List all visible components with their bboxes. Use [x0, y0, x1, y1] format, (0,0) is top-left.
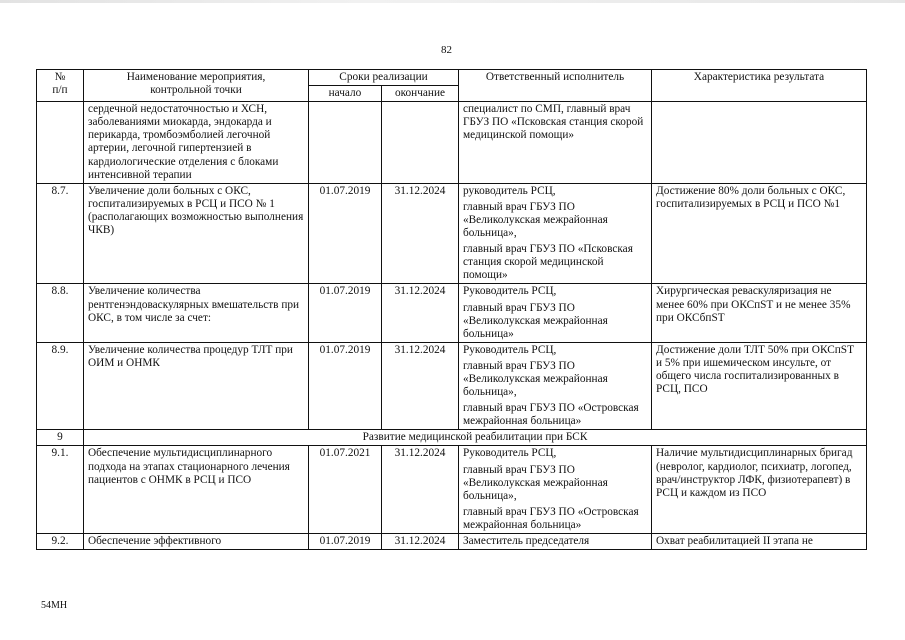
plan-table	[36, 69, 867, 550]
row-end: 31.12.2024	[382, 534, 459, 550]
table-row	[37, 284, 867, 342]
section-title: Развитие медицинской реабилитации при БСК	[84, 430, 867, 446]
row-start: 01.07.2019	[309, 284, 382, 342]
header-terms: Сроки реализации	[309, 70, 459, 86]
header-num: № п/п	[37, 70, 84, 102]
row-name: сердечной недостаточностью и ХСН, заболеваниями миокарда, эндокарда и перикарда, тромбоэмболией легочной артерии, легочной гипертензией в кардиологические отделения с блоками интенсивной терапии	[84, 102, 309, 184]
responsible-line: главный врач ГБУЗ ПО «Великолукская межрайонная больница»	[463, 301, 608, 340]
table-row	[37, 102, 867, 184]
row-responsible	[459, 284, 652, 342]
header-end: окончание	[382, 86, 459, 102]
table-header-row	[37, 70, 867, 86]
row-result: Достижение 80% доли больных с ОКС, госпитализируемых в РСЦ и ПСО №1	[652, 183, 867, 284]
row-num: 8.9.	[37, 342, 84, 430]
row-name: Обеспечение мультидисциплинарного подхода на этапах стационарного лечения пациентов с ОНМК в РСЦ и ПСО	[84, 446, 309, 534]
responsible-line: руководитель РСЦ,	[463, 184, 556, 197]
table-row	[37, 534, 867, 550]
row-name: Увеличение количества процедур ТЛТ при ОИМ и ОНМК	[84, 342, 309, 430]
row-num	[37, 102, 84, 184]
responsible-line: главный врач ГБУЗ ПО «Островская межрайонная больница»	[463, 505, 639, 531]
responsible-line: главный врач ГБУЗ ПО «Великолукская межрайонная больница»,	[463, 463, 608, 502]
section-row	[37, 430, 867, 446]
table-row	[37, 446, 867, 534]
row-start: 01.07.2019	[309, 342, 382, 430]
table-row	[37, 183, 867, 284]
row-result: Наличие мультидисциплинарных бригад (невролог, кардиолог, психиатр, логопед, врач/инструктор ЛФК, физиотерапевт) в РСЦ и каждом из ПСО	[652, 446, 867, 534]
row-end: 31.12.2024	[382, 284, 459, 342]
footer-code: 54МН	[41, 600, 68, 611]
row-start	[309, 102, 382, 184]
row-num: 9.1.	[37, 446, 84, 534]
row-name: Увеличение доли больных с ОКС, госпитализируемых в РСЦ и ПСО № 1 (располагающих возможностью выполнения ЧКВ)	[84, 183, 309, 284]
row-end: 31.12.2024	[382, 446, 459, 534]
header-name: Наименование мероприятия, контрольной точки	[84, 70, 309, 102]
row-name: Увеличение количества рентгенэндоваскулярных вмешательств при ОКС, в том числе за счет:	[84, 284, 309, 342]
responsible-line: специалист по СМП, главный врач ГБУЗ ПО «Псковская станция скорой медицинской помощи»	[463, 103, 644, 142]
header-start: начало	[309, 86, 382, 102]
row-start: 01.07.2021	[309, 446, 382, 534]
header-responsible: Ответственный исполнитель	[459, 70, 652, 102]
responsible-line: Заместитель председателя	[463, 535, 590, 547]
section-num: 9	[37, 430, 84, 446]
row-result: Охват реабилитацией II этапа не	[652, 534, 867, 550]
responsible-line: главный врач ГБУЗ ПО «Великолукская межрайонная больница»,	[463, 359, 608, 399]
row-num: 9.2.	[37, 534, 84, 550]
row-start: 01.07.2019	[309, 183, 382, 284]
row-result: Достижение доли ТЛТ 50% при ОКСпST и 5% при ишемическом инсульте, от общего числа госпитализированных в РСЦ, ПСО	[652, 342, 867, 430]
row-responsible	[459, 183, 652, 284]
page-number: 82	[441, 44, 452, 56]
row-num: 8.7.	[37, 183, 84, 284]
responsible-line: главный врач ГБУЗ ПО «Великолукская межрайонная больница»,	[463, 200, 608, 240]
responsible-line: главный врач ГБУЗ ПО «Островская межрайонная больница»	[463, 402, 639, 428]
responsible-line: Руководитель РСЦ,	[463, 343, 557, 356]
row-responsible	[459, 446, 652, 534]
row-result: Хирургическая реваскуляризация не менее 60% при ОКСпST и не менее 35% при ОКСбпST	[652, 284, 867, 342]
row-end: 31.12.2024	[382, 183, 459, 284]
responsible-line: главный врач ГБУЗ ПО «Псковская станция скорой медицинской помощи»	[463, 243, 633, 282]
header-result: Характеристика результата	[652, 70, 867, 102]
row-responsible	[459, 102, 652, 184]
row-result	[652, 102, 867, 184]
row-end	[382, 102, 459, 184]
responsible-line: Руководитель РСЦ,	[463, 447, 557, 460]
row-end: 31.12.2024	[382, 342, 459, 430]
row-responsible	[459, 534, 652, 550]
table-body	[37, 102, 867, 550]
row-num: 8.8.	[37, 284, 84, 342]
row-name: Обеспечение эффективного	[84, 534, 309, 550]
scan-edge-artifact	[0, 0, 905, 3]
row-responsible	[459, 342, 652, 430]
table-row	[37, 342, 867, 430]
row-start: 01.07.2019	[309, 534, 382, 550]
responsible-line: Руководитель РСЦ,	[463, 285, 557, 298]
